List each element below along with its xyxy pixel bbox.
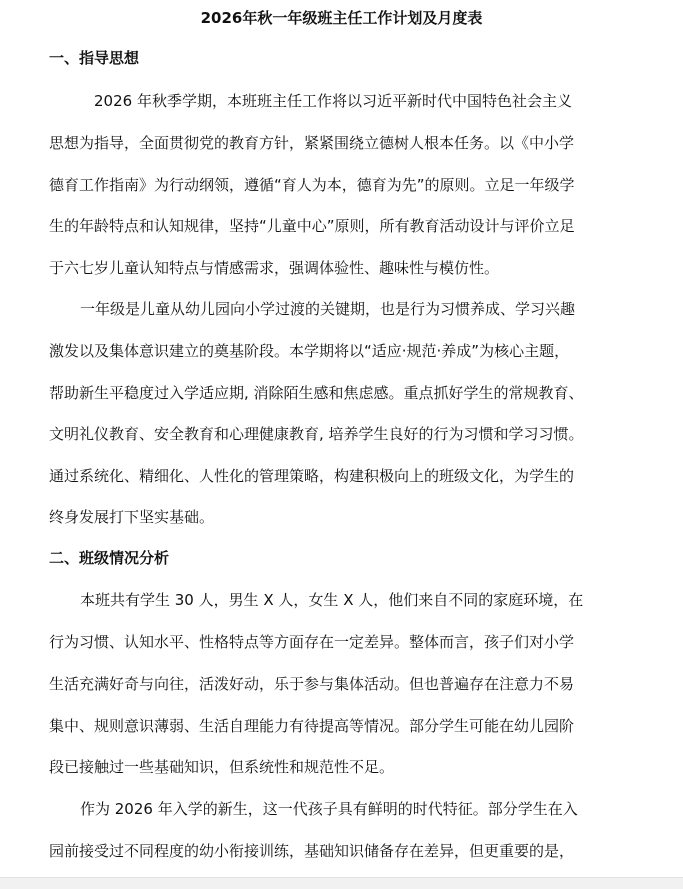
section-heading-class-analysis: 二、班级情况分析 xyxy=(49,549,170,567)
paragraph-line: 终身发展打下坚实基础。 xyxy=(49,508,215,526)
paragraph-line: 文明礼仪教育、安全教育和心理健康教育, 培养学生良好的行为习惯和学习习惯。 xyxy=(49,425,584,443)
paragraph-line: 段已接触过一些基础知识，但系统性和规范性不足。 xyxy=(49,758,395,776)
document-title: 2026年秋一年级班主任工作计划及月度表 xyxy=(200,9,483,27)
paragraph-line: 于六七岁儿童认知特点与情感需求，强调体验性、趣味性与模仿性。 xyxy=(49,259,500,277)
paragraph-line: 激发以及集体意识建立的奠基阶段。本学期将以“适应·规范·养成”为核心主题， xyxy=(49,342,570,360)
paragraph-line: 帮助新生平稳度过入学适应期, 消除陌生感和焦虑感。重点抓好学生的常规教育、 xyxy=(49,384,584,402)
paragraph-line: 行为习惯、认知水平、性格特点等方面存在一定差异。整体而言，孩子们对小学 xyxy=(49,633,575,651)
paragraph-line: 作为 2026 年入学的新生，这一代孩子具有鲜明的时代特征。部分学生在入 xyxy=(80,800,578,818)
viewer-bottom-bar xyxy=(0,877,683,889)
paragraph-line: 生的年龄特点和认知规律，坚持“儿童中心”原则，所有教育活动设计与评价立足 xyxy=(49,217,575,235)
paragraph-line: 思想为指导，全面贯彻党的教育方针，紧紧围绕立德树人根本任务。以《中小学 xyxy=(49,134,575,152)
paragraph-line: 德育工作指南》为行动纲领，遵循“育人为本，德育为先”的原则。立足一年级学 xyxy=(49,176,575,194)
paragraph-line: 集中、规则意识薄弱、生活自理能力有待提高等情况。部分学生可能在幼儿园阶 xyxy=(49,717,575,735)
paragraph-line: 2026 年秋季学期，本班班主任工作将以习近平新时代中国特色社会主义 xyxy=(94,92,572,110)
paragraph-line: 生活充满好奇与向往，活泼好动，乐于参与集体活动。但也普遍存在注意力不易 xyxy=(49,675,575,693)
paragraph-line: 本班共有学生 30 人，男生 X 人，女生 X 人，他们来自不同的家庭环境，在 xyxy=(80,591,584,609)
paragraph-line: 通过系统化、精细化、人性化的管理策略，构建积极向上的班级文化，为学生的 xyxy=(49,467,575,485)
paragraph-line: 园前接受过不同程度的幼小衔接训练，基础知识储备存在差异，但更重要的是， xyxy=(49,842,575,860)
section-heading-guiding-ideology: 一、指导思想 xyxy=(49,49,140,67)
paragraph-line: 一年级是儿童从幼儿园向小学过渡的关键期，也是行为习惯养成、学习兴趣 xyxy=(80,300,576,318)
